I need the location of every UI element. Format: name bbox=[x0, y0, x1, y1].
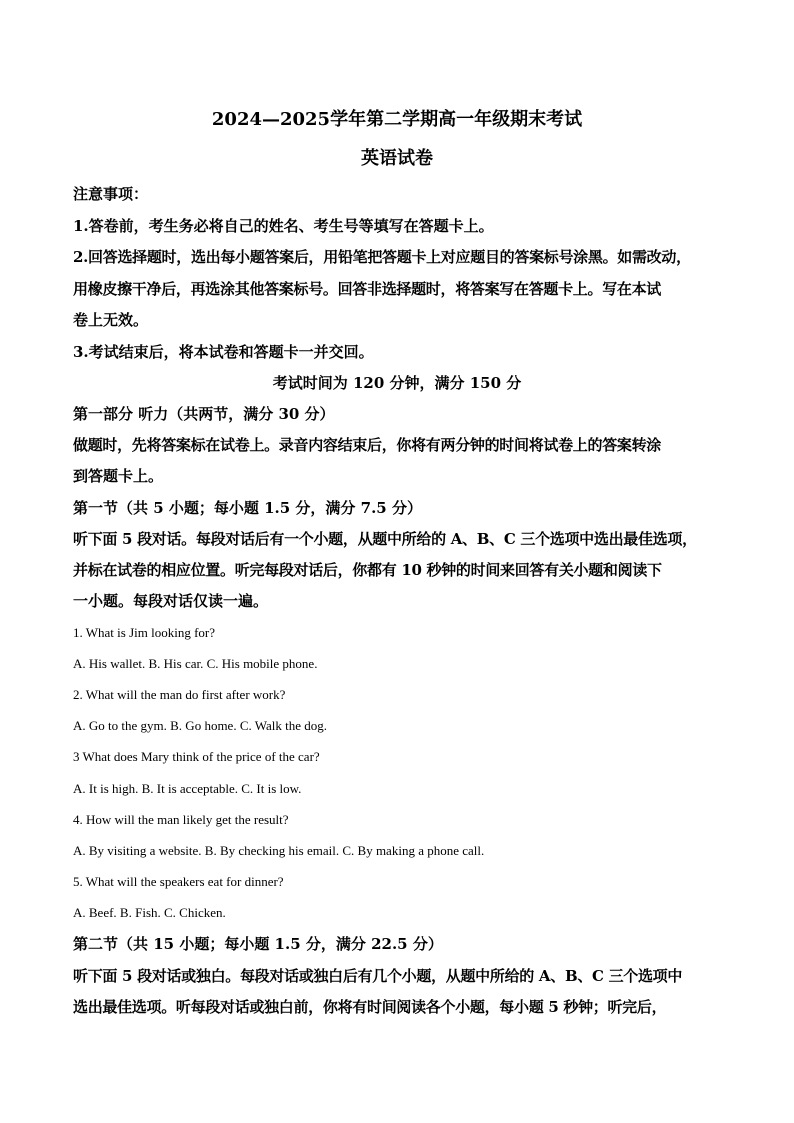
section2-heading: 第二节（共 15 小题；每小题 1.5 分，满分 22.5 分） bbox=[73, 935, 443, 953]
question-2-options: A. Go to the gym. B. Go home. C. Walk the dog. bbox=[73, 718, 328, 733]
time-info: 考试时间为 120 分钟，满分 150 分 bbox=[272, 374, 522, 392]
notice-item-2-line-3: 卷上无效。 bbox=[73, 311, 149, 329]
section2-instruction-line-2: 选出最佳选项。听每段对话或独白前，你将有时间阅读各个小题，每小题 5 秒钟；听完后， bbox=[73, 998, 667, 1016]
part1-intro-line-2: 到答题卡上。 bbox=[73, 467, 164, 485]
question-2: 2. What will the man do first after work? bbox=[73, 687, 286, 702]
section1-heading: 第一节（共 5 小题；每小题 1.5 分，满分 7.5 分） bbox=[73, 499, 422, 517]
notice-item-2-line-2: 用橡皮擦干净后，再选涂其他答案标号。回答非选择题时，将答案写在答题卡上。写在本试 bbox=[73, 280, 662, 298]
question-5: 5. What will the speakers eat for dinner? bbox=[73, 874, 284, 889]
notice-item-1: 1.答卷前，考生务必将自己的姓名、考生号等填写在答题卡上。 bbox=[73, 217, 494, 235]
section1-instruction-line-3: 一小题。每段对话仅读一遍。 bbox=[73, 592, 269, 610]
notice-heading: 注意事项： bbox=[73, 185, 149, 203]
notice-item-2-line-1: 2.回答选择题时，选出每小题答案后，用铅笔把答题卡上对应题目的答案标号涂黑。如需改动， bbox=[73, 248, 691, 266]
exam-subject: 英语试卷 bbox=[361, 148, 433, 169]
question-3-options: A. It is high. B. It is acceptable. C. It is low. bbox=[73, 781, 302, 796]
question-4-options: A. By visiting a website. B. By checking his email. C. By making a phone call. bbox=[73, 843, 485, 858]
question-4: 4. How will the man likely get the result? bbox=[73, 812, 289, 827]
question-5-options: A. Beef. B. Fish. C. Chicken. bbox=[73, 905, 226, 920]
section2-instruction-line-1: 听下面 5 段对话或独白。每段对话或独白后有几个小题，从题中所给的 A、B、C 三个选项中 bbox=[73, 967, 683, 985]
question-3: 3 What does Mary think of the price of the car? bbox=[73, 749, 320, 764]
question-1-options: A. His wallet. B. His car. C. His mobile phone. bbox=[73, 656, 318, 671]
section1-instruction-line-2: 并标在试卷的相应位置。听完每段对话后，你都有 10 秒钟的时间来回答有关小题和阅读下 bbox=[73, 561, 662, 579]
exam-title: 2024—2025学年第二学期高一年级期末考试 bbox=[211, 109, 583, 130]
part1-heading: 第一部分 听力（共两节，满分 30 分） bbox=[73, 405, 335, 423]
part1-intro-line-1: 做题时，先将答案标在试卷上。录音内容结束后，你将有两分钟的时间将试卷上的答案转涂 bbox=[73, 436, 662, 454]
section1-instruction-line-1: 听下面 5 段对话。每段对话后有一个小题，从题中所给的 A、B、C 三个选项中选出最佳选项， bbox=[73, 530, 697, 548]
notice-item-3: 3.考试结束后，将本试卷和答题卡一并交回。 bbox=[73, 343, 374, 361]
question-1: 1. What is Jim looking for? bbox=[73, 625, 216, 640]
